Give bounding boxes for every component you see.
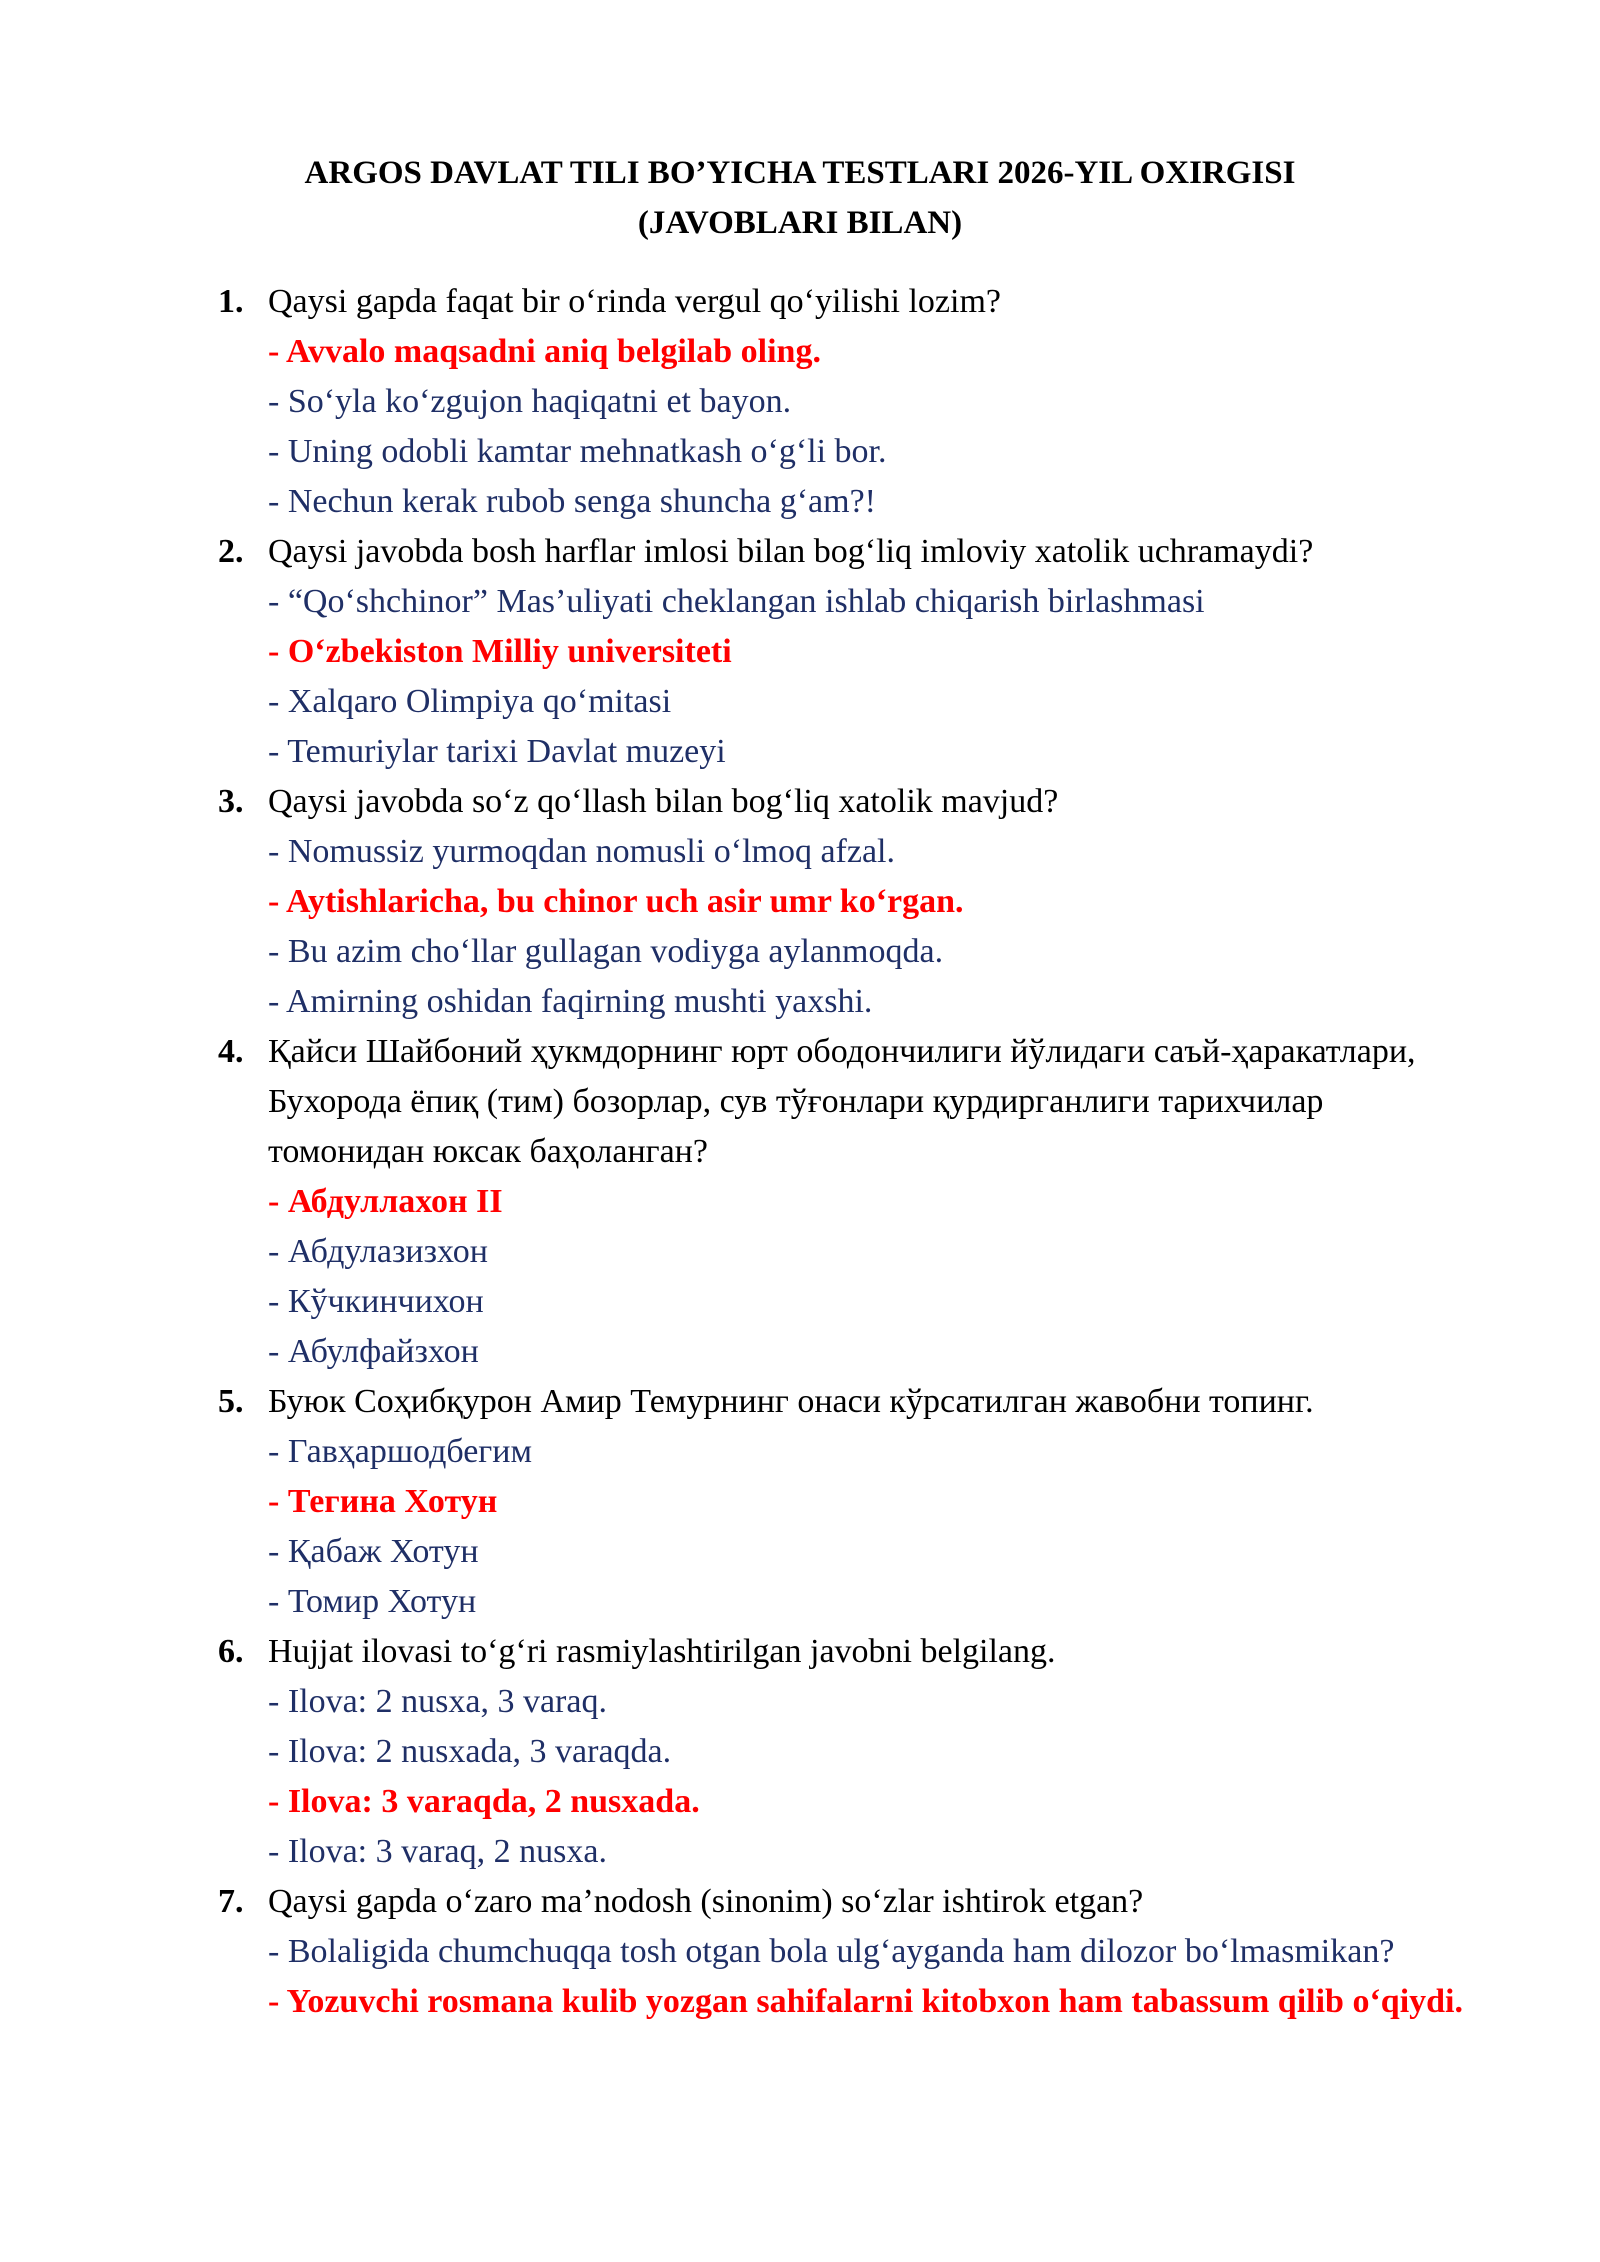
correct-answer-option: - O‘zbekiston Milliy universiteti [268,633,732,670]
question-text: Qaysi javobda bosh harflar imlosi bilan bog‘liq imloviy xatolik uchramaydi? [268,533,1314,570]
answer-option: - Ilova: 2 nusxada, 3 varaqda. [268,1733,672,1770]
answer-option: - Nomussiz yurmoqdan nomusli o‘lmoq afzal. [268,833,896,870]
answer-option: - Bu azim cho‘llar gullagan vodiyga aylanmoqda. [268,933,944,970]
answer-option: - Ilova: 3 varaq, 2 nusxa. [268,1833,607,1870]
correct-answer-option: - Тегина Хотун [268,1483,498,1520]
question-number: 7. [218,1883,244,1920]
answer-option: - Amirning oshidan faqirning mushti yaxshi. [268,983,873,1020]
answer-option: - “Qo‘shchinor” Mas’uliyati cheklangan ishlab chiqarish birlashmasi [268,583,1205,620]
answer-option: - Ilova: 2 nusxa, 3 varaq. [268,1683,607,1720]
answer-option: - Томир Хотун [268,1583,477,1620]
question-text: Буюк Соҳибқурон Амир Темурнинг онаси кўрсатилган жавобни топинг. [268,1383,1314,1420]
answer-option: - Абулфайзхон [268,1333,479,1370]
question-item [218,1377,1478,1627]
answer-option: - Bolaligida chumchuqqa tosh otgan bola ulg‘ayganda ham dilozor bo‘lmasmikan? [268,1933,1395,1970]
answer-option: - Кўчкинчихон [268,1283,484,1320]
document-title [0,148,1600,248]
question-item [218,1027,1478,1377]
question-number: 5. [218,1383,244,1420]
question-text: Hujjat ilovasi to‘g‘ri rasmiylashtirilgan javobni belgilang. [268,1633,1056,1670]
answer-option: - Гавҳаршодбегим [268,1433,532,1470]
question-number: 2. [218,533,244,570]
title-line-2: (JAVOBLARI BILAN) [637,205,963,241]
correct-answer-option: - Ilova: 3 varaqda, 2 nusxada. [268,1783,700,1820]
question-text: Qaysi gapda o‘zaro ma’nodosh (sinonim) so‘zlar ishtirok etgan? [268,1883,1144,1920]
question-number: 1. [218,283,244,320]
question-text: Qaysi javobda so‘z qo‘llash bilan bog‘liq xatolik mavjud? [268,783,1059,820]
question-text: Қайси Шайбоний ҳукмдорнинг юрт ободончилиги йўлидаги саъй-ҳаракатлари, Бухорода ёпиқ (тим) бозорлар, сув тўғонлари қурдирганлиги тарихчилар томонидан юксак баҳоланган? [268,1033,1416,1170]
question-text: Qaysi gapda faqat bir o‘rinda vergul qo‘yilishi lozim? [268,283,1002,320]
question-number: 3. [218,783,244,820]
answer-option: - Xalqaro Olimpiya qo‘mitasi [268,683,672,720]
correct-answer-option: - Avvalo maqsadni aniq belgilab oling. [268,333,821,370]
answer-option: - Абдулазизхон [268,1233,488,1270]
question-number: 6. [218,1633,244,1670]
question-list [218,277,1478,2027]
question-item [218,1627,1478,1877]
answer-option: - Nechun kerak rubob senga shuncha g‘am?! [268,483,876,520]
answer-option: - Қабаж Хотун [268,1533,479,1570]
answer-option: - So‘yla ko‘zgujon haqiqatni et bayon. [268,383,792,420]
answer-option: - Uning odobli kamtar mehnatkash o‘g‘li bor. [268,433,887,470]
question-number: 4. [218,1033,244,1070]
title-line-1: ARGOS DAVLAT TILI BO’YICHA TESTLARI 2026-YIL OXIRGISI [304,155,1296,191]
answer-option: - Temuriylar tarixi Davlat muzeyi [268,733,726,770]
correct-answer-option: - Абдуллахон II [268,1183,503,1220]
correct-answer-option: - Aytishlaricha, bu chinor uch asir umr ko‘rgan. [268,883,964,920]
question-item [218,777,1478,1027]
question-item [218,1877,1478,2027]
correct-answer-option: - Yozuvchi rosmana kulib yozgan sahifalarni kitobxon ham tabassum qilib o‘qiydi. [268,1983,1463,2020]
question-item [218,527,1478,777]
question-item [218,277,1478,527]
